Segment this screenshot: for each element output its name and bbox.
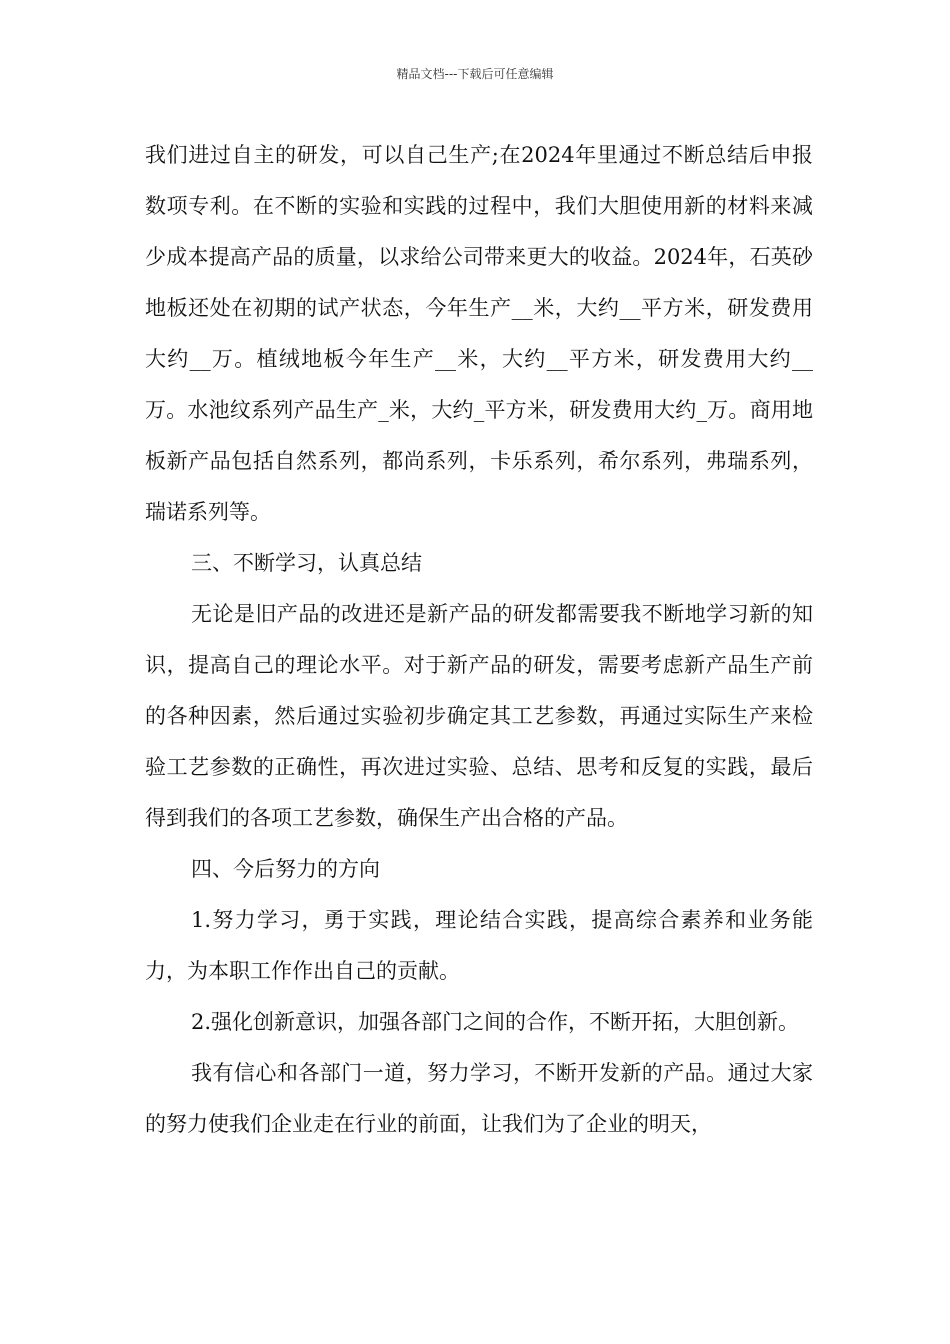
paragraph-learning: 无论是旧产品的改进还是新产品的研发都需要我不断地学习新的知识，提高自己的理论水平。对于新产品的研发，需要考虑新产品生产前的各种因素，然后通过实验初步确定其工艺参数，再通过实际生产来检验工艺参数的正确性，再次进过实验、总结、思考和反复的实践，最后得到我们的各项工艺参数，确保生产出合格的产品。 [145,602,813,830]
paragraph-closing: 我有信心和各部门一道，努力学习，不断开发新的产品。通过大家的努力使我们企业走在行业的前面，让我们为了企业的明天， [145,1061,813,1136]
document-body [145,130,813,1150]
list-item-1: 1.努力学习，勇于实践，理论结合实践，提高综合素养和业务能力，为本职工作作出自己的贡献。 [145,908,813,983]
paragraph-rd-summary: 我们进过自主的研发，可以自己生产;在2024年里通过不断总结后申报数项专利。在不断的实验和实践的过程中，我们大胆使用新的材料来减少成本提高产品的质量，以求给公司带来更大的收益。2024年，石英砂地板还处在初期的试产状态，今年生产__米，大约__平方米，研发费用大约__万。植绒地板今年生产__米，大约__平方米，研发费用大约__万。水池纹系列产品生产_米，大约_平方米，研发费用大约_万。商用地板新产品包括自然系列，都尚系列，卡乐系列，希尔系列，弗瑞系列，瑞诺系列等。 [145,143,813,524]
section-heading-4: 四、今后努力的方向 [191,857,380,881]
page-header: 精品文档---下载后可任意编辑 [396,67,554,81]
list-item-2: 2.强化创新意识，加强各部门之间的合作，不断开拓，大胆创新。 [191,1010,800,1034]
section-heading-3: 三、不断学习，认真总结 [191,551,422,575]
